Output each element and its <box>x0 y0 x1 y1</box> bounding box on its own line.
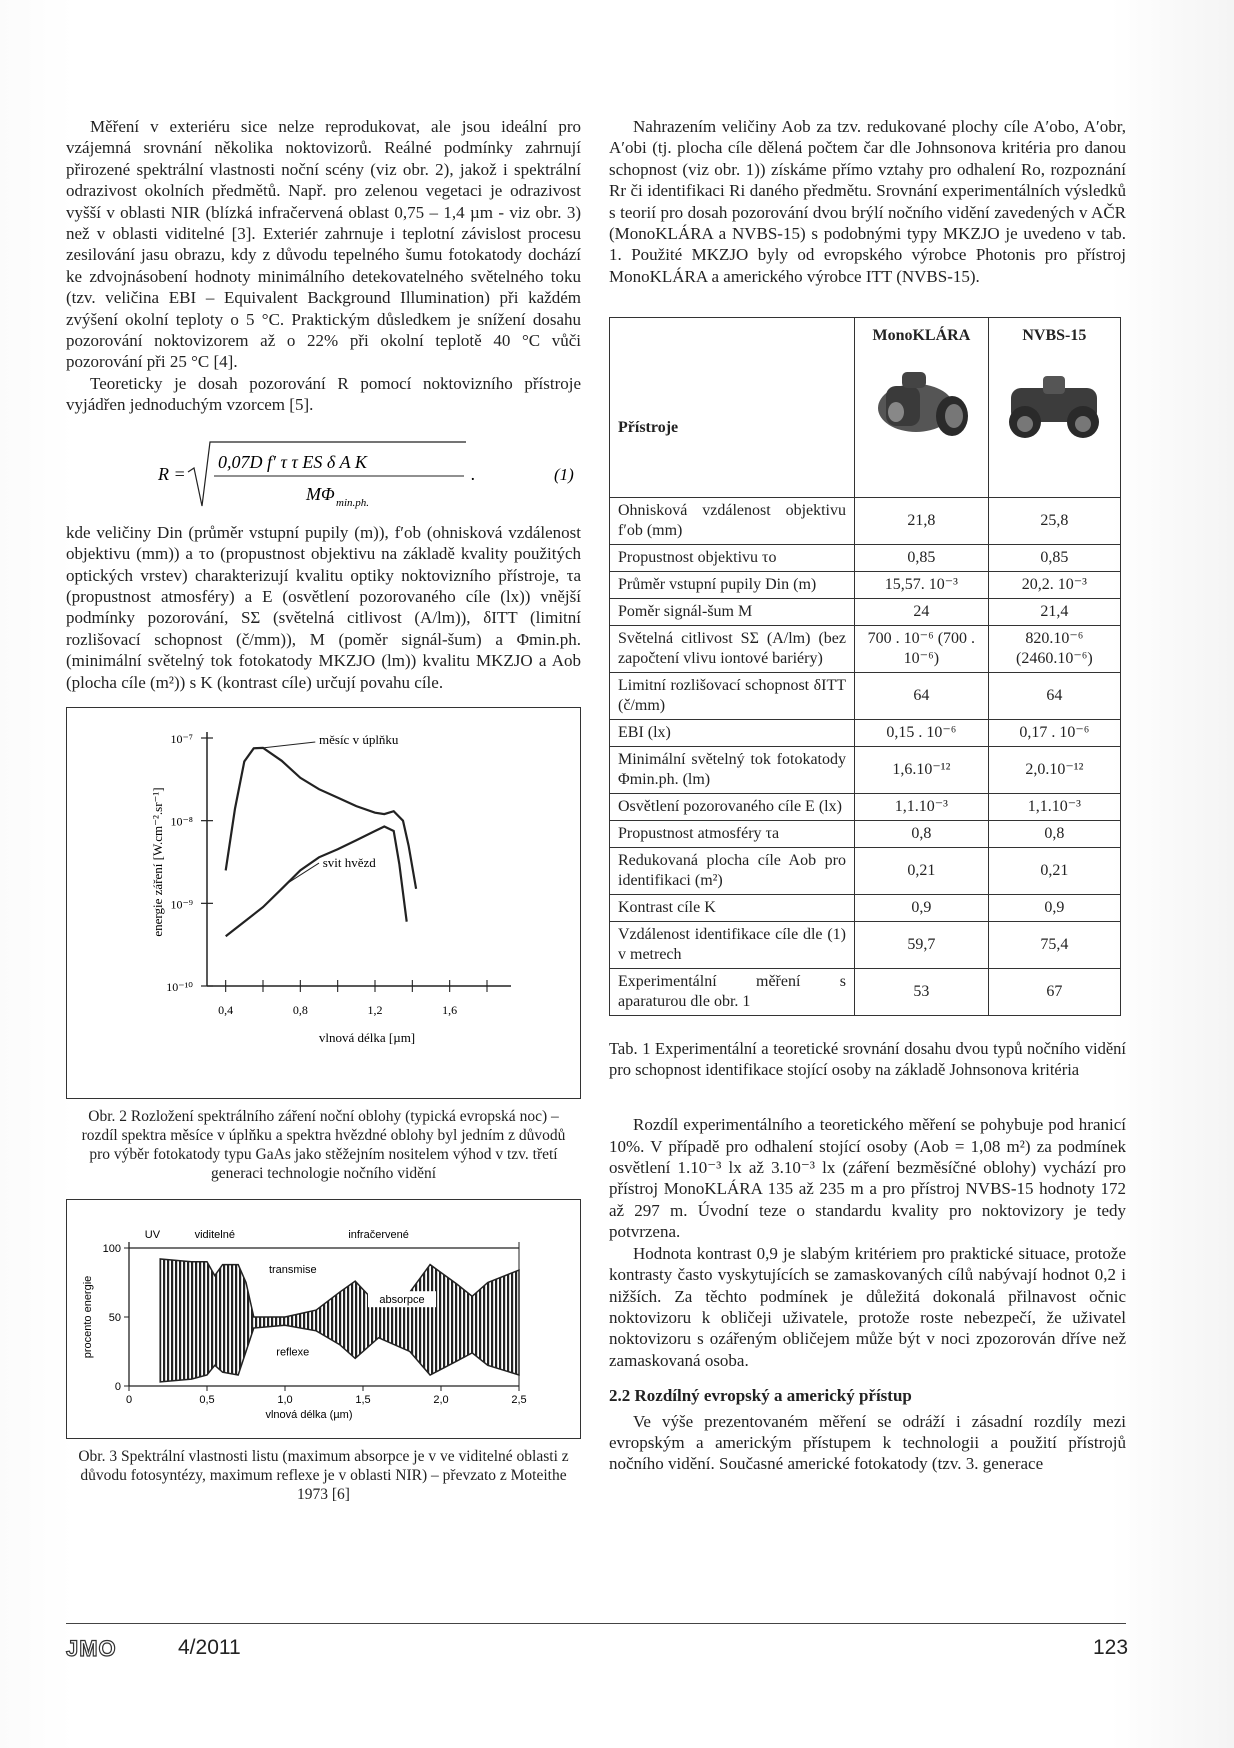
band-label: transmise <box>268 1263 317 1276</box>
figure-2-frame <box>66 707 581 1099</box>
formula-denominator-sub: min.ph. <box>336 496 369 509</box>
table-cell-label: Propustnost atmosféry τa <box>610 821 855 848</box>
table-cell-monoklara: 21,8 <box>855 498 989 545</box>
table-cell-label: EBI (lx) <box>610 720 855 747</box>
paragraph: kde veličiny Din (průměr vstupní pupily (m)), f′ob (ohnisková vzdálenost objektivu (mm)) a τo (propustnost objektivu na základě kvality použitých optických vrstev) charakterizují kvalitu optiky noktovizního přístroje, τa (propustnost atmosféry) a E (osvětlení pozorovaného cíle (lx)) vnější podmínky pozorování, SΣ (světelná citlivost (A/lm)), δITT (limitní rozlišovací schopnost (č/mm)), M (poměr signál-šum) a Φmin.ph. (minimální světelný tok fotokatody MKZJO (lm)) kvalitu MKZJO a Aob (plocha cíle (m²)) s K (kontrast cíle) určují povahu cíle. <box>66 522 581 692</box>
nvbs-device-image <box>999 352 1109 446</box>
table-cell-monoklara: 0,8 <box>855 821 989 848</box>
page-number: 123 <box>1093 1636 1129 1659</box>
table-header-label-cell <box>610 318 855 498</box>
x-tick-label: 2,0 <box>433 1393 449 1406</box>
table-cell-label: Vzdálenost identifikace cíle dle (1) v metrech <box>610 922 855 969</box>
table-cell-monoklara: 1,6.10⁻¹² <box>855 747 989 794</box>
table-cell-monoklara: 59,7 <box>855 922 989 969</box>
table-cell-monoklara: 0,9 <box>855 895 989 922</box>
table-header-monoklara <box>855 318 989 498</box>
table-row <box>610 599 1121 626</box>
table-cell-label: Průměr vstupní pupily Din (m) <box>610 572 855 599</box>
table-header-nvbs <box>988 318 1120 498</box>
band-label: absorpce <box>379 1294 425 1307</box>
table-caption: Tab. 1 Experimentální a teoretické srovnání dosahu dvou typů nočního vidění pro schopnost identifikace stojící osoby na základě Johnsonova kritéria <box>609 1039 1126 1080</box>
table-cell-monoklara: 1,1.10⁻³ <box>855 794 989 821</box>
x-axis-label: vlnová délka (µm) <box>265 1408 353 1421</box>
figure-3-frame <box>66 1199 581 1439</box>
monoklara-device-image <box>866 352 976 446</box>
annotation-label: svit hvězd <box>322 854 376 870</box>
x-tick-label: 0 <box>125 1393 133 1406</box>
table-cell-label: Ohnisková vzdálenost objektivu f′ob (mm) <box>610 498 855 545</box>
annotation-leader <box>263 742 315 748</box>
paragraph: Hodnota kontrast 0,9 je slabým kritériem pro praktické situace, protože kontrasty často vyskytujících se zamaskovaných cílů nabývají hodnot 0,2 i nižších. Za těchto podmínek je důležitá dokonalá přilnavost očnic noktovizoru k obličeji uživatele, protože roste nebezpečí, že uživatel noktovizoru s ozářeným obličejem může být v noci zpozorován dříve než zamaskovaná osoba. <box>609 1243 1126 1370</box>
region-label: UV <box>144 1228 161 1241</box>
transmission-band <box>160 1259 519 1382</box>
table-cell-label: Limitní rozlišovací schopnost δITT (č/mm) <box>610 673 855 720</box>
comparison-table <box>609 317 1121 1016</box>
table-body <box>610 498 1121 1016</box>
series-line-stars <box>226 826 407 936</box>
left-column <box>66 116 581 1504</box>
table-row <box>610 821 1121 848</box>
y-tick-label: 10⁻¹⁰ <box>166 979 193 994</box>
x-tick-label: 2,5 <box>511 1393 527 1406</box>
table-header-label: Přístroje <box>618 419 679 437</box>
paragraph: Měření v exteriéru sice nelze reprodukovat, ale jsou ideální pro vzájemná srovnání několika noktovizorů. Reálné podmínky zahrnují přirozené spektrální vlastnosti noční scény (viz obr. 2), jakož i spektrální odrazivost okolních předmětů. Např. pro zelenou vegetaci je odrazivost vyšší v oblasti NIR (blízká infračervená oblast 0,75 – 1,4 µm - viz obr. 3) než v oblasti viditelné [3]. Exteriér zahrnuje i teplotní závislost procesu zesilování jasu obrazu, kdy z důvodu tepelného šumu fotokatody dochází ke zdvojnásobení hodnoty minimálního detekovatelného světelného toku (tzv. veličina EBI – Equivalent Background Illumination) při každém zvýšení okolní teploty o 5 °C. Praktickým důsledkem je snížení dosahu pozorování noktovizorem až o 22% při okolní teplotě 40 °C vůči pozorování při 25 °C [4]. <box>66 117 581 372</box>
table-row <box>610 895 1121 922</box>
equation-1 <box>66 434 581 512</box>
annotation-label: měsíc v úplňku <box>319 731 399 747</box>
table-cell-nvbs: 25,8 <box>988 498 1120 545</box>
table-cell-nvbs: 0,17 . 10⁻⁶ <box>988 720 1120 747</box>
table-cell-label: Propustnost objektivu τo <box>610 545 855 572</box>
formula-denominator: MΦ <box>306 483 335 504</box>
formula-period: . <box>471 463 476 484</box>
y-tick-label: 100 <box>102 1242 121 1255</box>
y-tick-label: 10⁻⁹ <box>170 897 193 912</box>
y-axis-label: energie záření [W.cm⁻².sr⁻¹] <box>150 787 165 937</box>
leaf-spectral-chart <box>67 1200 580 1438</box>
table-cell-label: Redukovaná plocha cíle Aob pro identifikaci (m²) <box>610 848 855 895</box>
column-title: MonoKLÁRA <box>872 327 971 345</box>
formula-numerator: 0,07D f′ τ τ ES δ A K <box>218 451 367 472</box>
table-cell-label: Osvětlení pozorovaného cíle E (lx) <box>610 794 855 821</box>
table-row <box>610 794 1121 821</box>
right-column <box>609 116 1126 1475</box>
night-sky-spectrum-chart <box>67 708 580 1098</box>
table-cell-nvbs: 21,4 <box>988 599 1120 626</box>
table-row <box>610 747 1121 794</box>
table-cell-label: Kontrast cíle K <box>610 895 855 922</box>
x-tick-label: 1,6 <box>442 1002 458 1017</box>
table-row <box>610 922 1121 969</box>
table-row <box>610 626 1121 673</box>
region-label: viditelné <box>194 1228 235 1241</box>
journal-logo: JMO <box>66 1636 117 1661</box>
table-cell-nvbs: 0,9 <box>988 895 1120 922</box>
paragraph: Teoreticky je dosah pozorování R pomocí noktovizního přístroje vyjádřen jednoduchým vzorcem [5]. <box>66 373 581 415</box>
y-tick-label: 10⁻⁷ <box>170 731 193 746</box>
issue-number: 4/2011 <box>178 1636 241 1659</box>
table-cell-label: Světelná citlivost SΣ (A/lm) (bez započtení vlivu iontové bariéry) <box>610 626 855 673</box>
x-tick-label: 0,8 <box>292 1002 308 1017</box>
x-tick-label: 1,5 <box>355 1393 371 1406</box>
table-cell-monoklara: 15,57. 10⁻³ <box>855 572 989 599</box>
table-cell-monoklara: 0,21 <box>855 848 989 895</box>
table-cell-nvbs: 20,2. 10⁻³ <box>988 572 1120 599</box>
table-row <box>610 720 1121 747</box>
table-cell-monoklara: 0,15 . 10⁻⁶ <box>855 720 989 747</box>
table-cell-nvbs: 1,1.10⁻³ <box>988 794 1120 821</box>
x-tick-label: 0,4 <box>218 1002 234 1017</box>
band-label: reflexe <box>276 1346 310 1359</box>
table-cell-monoklara: 53 <box>855 969 989 1016</box>
section-heading: 2.2 Rozdílný evropský a americký přístup <box>609 1386 912 1406</box>
table-row <box>610 572 1121 599</box>
table-cell-nvbs: 0,8 <box>988 821 1120 848</box>
table-cell-nvbs: 75,4 <box>988 922 1120 969</box>
table-cell-monoklara: 24 <box>855 599 989 626</box>
x-tick-label: 1,0 <box>277 1393 293 1406</box>
table-row <box>610 848 1121 895</box>
table-cell-nvbs: 0,85 <box>988 545 1120 572</box>
paragraph: Rozdíl experimentálního a teoretického měření se pohybuje pod hranicí 10%. V případě pro odhalení stojící osoby (Aob = 1,08 m²) za podmínek osvětlení 1.10⁻³ lx až 3.10⁻³ lx (záření bezměsíčné oblohy) vychází pro přístroj MonoKLÁRA 135 až 235 m a pro přístroj NVBS-15 hodnoty 172 až 297 m. Úvodní teze o standardu kvality pro noktovizory je tedy potvrzena. <box>609 1115 1126 1242</box>
table-cell-label: Experimentální měření s aparaturou dle obr. 1 <box>610 969 855 1016</box>
y-tick-label: 50 <box>108 1311 121 1324</box>
equation-number: (1) <box>554 464 574 484</box>
y-tick-label: 10⁻⁸ <box>170 814 193 829</box>
paragraph: Nahrazením veličiny Aob za tzv. redukované plochy cíle A′obo, A′obr, A′obi (tj. plocha cíle dělená počtem čar dle Johnsonova kritéria pro danou schopnost (viz obr. 1)) získáme přímo vztahy pro odhalení Ro, rozpoznání Rr či identifikaci Ri daného předmětu. Srovnání experimentálních výsledků s teorií pro dosah pozorování dvou brýlí nočního vidění zavedených v AČR (MonoKLÁRA a NVBS-15) s podobnými typy MKZJO je uvedeno v tab. 1. Použité MKZJO byly od evropského výrobce Photonis pro přístroj MonoKLÁRA a amerického výrobce ITT (NVBS-15). <box>609 117 1126 286</box>
figure-2-caption: Obr. 2 Rozložení spektrálního záření noční oblohy (typická evropská noc) – rozdíl spektra měsíce v úplňku a spektra hvězdné oblohy byl jedním z důvodů pro výběr fotokatody typu GaAs jako stěžejním nositelem výhod v tzv. třetí generaci technologie nočního vidění <box>81 1107 566 1182</box>
table-cell-nvbs: 0,21 <box>988 848 1120 895</box>
x-tick-label: 1,2 <box>367 1002 383 1017</box>
annotation-leader <box>289 863 319 882</box>
figure-3-caption: Obr. 3 Spektrální vlastnosti listu (maximum absorpce je v ve viditelné oblasti z důvodu fotosyntézy, maximum reflexe je v oblasti NIR) – převzato z Moteithe 1973 [6] <box>78 1447 569 1503</box>
column-title: NVBS-15 <box>1022 327 1087 345</box>
paragraph: Ve výše prezentovaném měření se odráží i zásadní rozdíly mezi evropským a americkým přístupem k technologii a použití přístrojů nočního vidění. Současné americké fotokatody (tzv. 3. generace <box>609 1411 1126 1474</box>
table-row <box>610 673 1121 720</box>
table-cell-label: Minimální světelný tok fotokatody Φmin.ph. (lm) <box>610 747 855 794</box>
table-cell-monoklara: 64 <box>855 673 989 720</box>
y-tick-label: 0 <box>114 1380 121 1393</box>
table-header-row <box>610 318 1121 498</box>
table-cell-nvbs: 64 <box>988 673 1120 720</box>
table-cell-nvbs: 67 <box>988 969 1120 1016</box>
table-row <box>610 498 1121 545</box>
x-tick-label: 0,5 <box>199 1393 215 1406</box>
y-axis-label: procento energie <box>82 1275 94 1359</box>
region-label: infračervené <box>348 1228 409 1241</box>
table-cell-nvbs: 820.10⁻⁶ (2460.10⁻⁶) <box>988 626 1120 673</box>
table-cell-monoklara: 0,85 <box>855 545 989 572</box>
footer-rule <box>66 1623 1126 1624</box>
table-row <box>610 545 1121 572</box>
table-cell-nvbs: 2,0.10⁻¹² <box>988 747 1120 794</box>
x-axis-label: vlnová délka [µm] <box>318 1029 416 1045</box>
series-line-moon <box>226 748 416 889</box>
table-row <box>610 969 1121 1016</box>
formula-lhs: R = <box>158 463 186 484</box>
table-cell-monoklara: 700 . 10⁻⁶ (700 . 10⁻⁶) <box>855 626 989 673</box>
formula-graphic <box>66 434 581 512</box>
table-cell-label: Poměr signál-šum M <box>610 599 855 626</box>
